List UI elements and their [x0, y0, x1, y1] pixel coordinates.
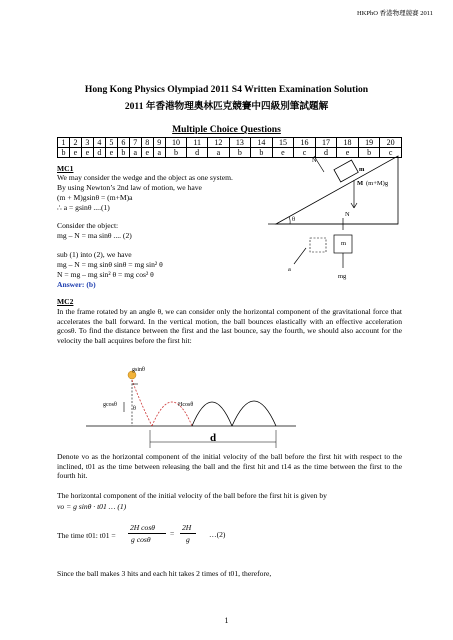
- question-number-cell: 15: [272, 138, 294, 148]
- question-number-cell: 10: [165, 138, 187, 148]
- mc1-line-2: By using Newton’s 2nd law of motion, we have: [57, 183, 202, 192]
- label-mg: mg: [338, 273, 347, 280]
- bounce-path-2: [192, 402, 232, 426]
- label-m-top: m: [359, 166, 365, 173]
- mc1-label: MC1: [57, 164, 74, 173]
- question-number-cell: 16: [294, 138, 316, 148]
- bounce-path-3: [232, 401, 276, 426]
- mc1-line-4: ∴ a = gsinθ ....(1): [57, 203, 110, 212]
- answer-cell: e: [272, 148, 294, 158]
- mc1-line-6: mg – N = ma sinθ .... (2): [57, 231, 132, 240]
- mc1-line-3: (m + M)gsinθ = (m+M)a: [57, 193, 133, 202]
- label-gcos: gcosθ: [103, 402, 117, 408]
- answer-cell: c: [294, 148, 316, 158]
- answer-table-numbers-row: [58, 138, 402, 148]
- label-gsin: gsinθ: [132, 367, 145, 373]
- label-total-weight: (m+M)g: [366, 180, 389, 187]
- answer-cell: d: [93, 148, 105, 158]
- answer-cell: a: [208, 148, 230, 158]
- mc1-line-8: mg – N = mg sinθ sinθ = mg sin² θ: [57, 260, 163, 269]
- block-on-wedge: [334, 160, 358, 182]
- mc2-eq2-label: The time t01: t01 =: [57, 531, 116, 540]
- answer-cell: e: [105, 148, 117, 158]
- question-number-cell: 9: [153, 138, 165, 148]
- mc2-eq2-tag: …(2): [209, 530, 226, 539]
- mc2-paragraph-1: In the frame rotated by an angle θ, we can consider only the horizontal component of the gravitational force that accelerates the ball forward. In the vertical motion, the ball bounces elastically with an effective acceleration gcosθ. To find the distance between the first and the last bounce, say the fourth, we should also account for the velocity the ball acquires before the first hit:: [57, 307, 402, 345]
- label-hcos: Hcosθ: [178, 402, 194, 408]
- answer-cell: a: [129, 148, 141, 158]
- answer-cell: a: [153, 148, 165, 158]
- answer-cell: b: [165, 148, 187, 158]
- question-number-cell: 8: [141, 138, 153, 148]
- answer-cell: b: [251, 148, 273, 158]
- question-number-cell: 13: [229, 138, 251, 148]
- answer-cell: b: [58, 148, 70, 158]
- mc2-eq2-num2: 2H: [182, 523, 192, 532]
- fraction-bar-1: [128, 533, 166, 534]
- answer-cell: b: [229, 148, 251, 158]
- question-number-cell: 5: [105, 138, 117, 148]
- mcq-heading: Multiple Choice Questions: [172, 124, 281, 135]
- label-theta: θ: [292, 216, 296, 223]
- mc1-line-5: Consider the object:: [57, 221, 119, 230]
- mc2-paragraph-4: Since the ball makes 3 hits and each hit takes 2 times of t01, therefore,: [57, 569, 272, 578]
- running-header: HKPhO 香港物理競賽 2011: [357, 10, 433, 17]
- mc2-label: MC2: [57, 297, 74, 306]
- mc1-line-7: sub (1) into (2), we have: [57, 250, 132, 259]
- question-number-cell: 14: [251, 138, 273, 148]
- object-box-dashed: [310, 238, 326, 252]
- answer-cell: e: [69, 148, 81, 158]
- answer-cell: e: [141, 148, 153, 158]
- mc2-eq2-equals: =: [170, 529, 175, 538]
- answer-cell: e: [337, 148, 359, 158]
- question-number-cell: 20: [380, 138, 402, 148]
- question-number-cell: 11: [187, 138, 208, 148]
- label-d: d: [210, 432, 217, 444]
- label-n-mid: N: [345, 211, 350, 218]
- question-number-cell: 17: [315, 138, 337, 148]
- mc2-paragraph-2: Denote vo as the horizontal component of the initial velocity of the ball before the first hit with respect to the inclined, t01 as the time between releasing the ball and the first hit and t14 as the time between the first to the fourth hit.: [57, 452, 402, 481]
- acceleration-arrow: [294, 248, 306, 264]
- title-en: Hong Kong Physics Olympiad 2011 S4 Written Examination Solution: [84, 84, 369, 95]
- angle-arc: [289, 217, 290, 225]
- mc1-line-9: N = mg – mg sin² θ = mg cos² θ: [57, 270, 154, 279]
- page-number: 1: [224, 616, 229, 625]
- answer-cell: c: [380, 148, 402, 158]
- answer-cell: b: [117, 148, 129, 158]
- question-number-cell: 1: [58, 138, 70, 148]
- mc1-answer: Answer: (b): [57, 280, 96, 289]
- label-theta-2: θ: [133, 406, 136, 412]
- answer-cell: b: [358, 148, 380, 158]
- mc2-eq2-num1: 2H cosθ: [130, 523, 156, 532]
- label-m-box: m: [341, 240, 347, 247]
- bounce-diagram: [86, 362, 301, 448]
- question-number-cell: 18: [337, 138, 359, 148]
- mc2-paragraph-3: The horizontal component of the initial velocity of the ball before the first hit is given by: [57, 491, 327, 500]
- question-number-cell: 12: [208, 138, 230, 148]
- question-number-cell: 6: [117, 138, 129, 148]
- question-number-cell: 3: [81, 138, 93, 148]
- question-number-cell: 2: [69, 138, 81, 148]
- mc2-eq2-den1: g cosθ: [131, 535, 151, 544]
- answer-cell: e: [81, 148, 93, 158]
- answer-cell: d: [187, 148, 208, 158]
- answer-cell: d: [315, 148, 337, 158]
- question-number-cell: 4: [93, 138, 105, 148]
- mc2-equation-1: vo = g sinθ · t01 … (1): [57, 502, 127, 511]
- wedge-diagram: [262, 150, 412, 280]
- question-number-cell: 19: [358, 138, 380, 148]
- mc2-eq2-den2: g: [186, 535, 190, 544]
- label-m-big: M: [357, 180, 364, 187]
- question-number-cell: 7: [129, 138, 141, 148]
- label-n-top: N: [312, 157, 317, 164]
- title-zh: 2011 年香港物理奧林匹克競賽中四級別筆試題解: [124, 101, 329, 112]
- fraction-bar-2: [180, 533, 196, 534]
- wedge-outline: [276, 156, 398, 224]
- label-a: a: [288, 266, 291, 273]
- mc1-line-1: We may consider the wedge and the object as one system.: [57, 173, 233, 182]
- initial-fall-path: [132, 380, 152, 426]
